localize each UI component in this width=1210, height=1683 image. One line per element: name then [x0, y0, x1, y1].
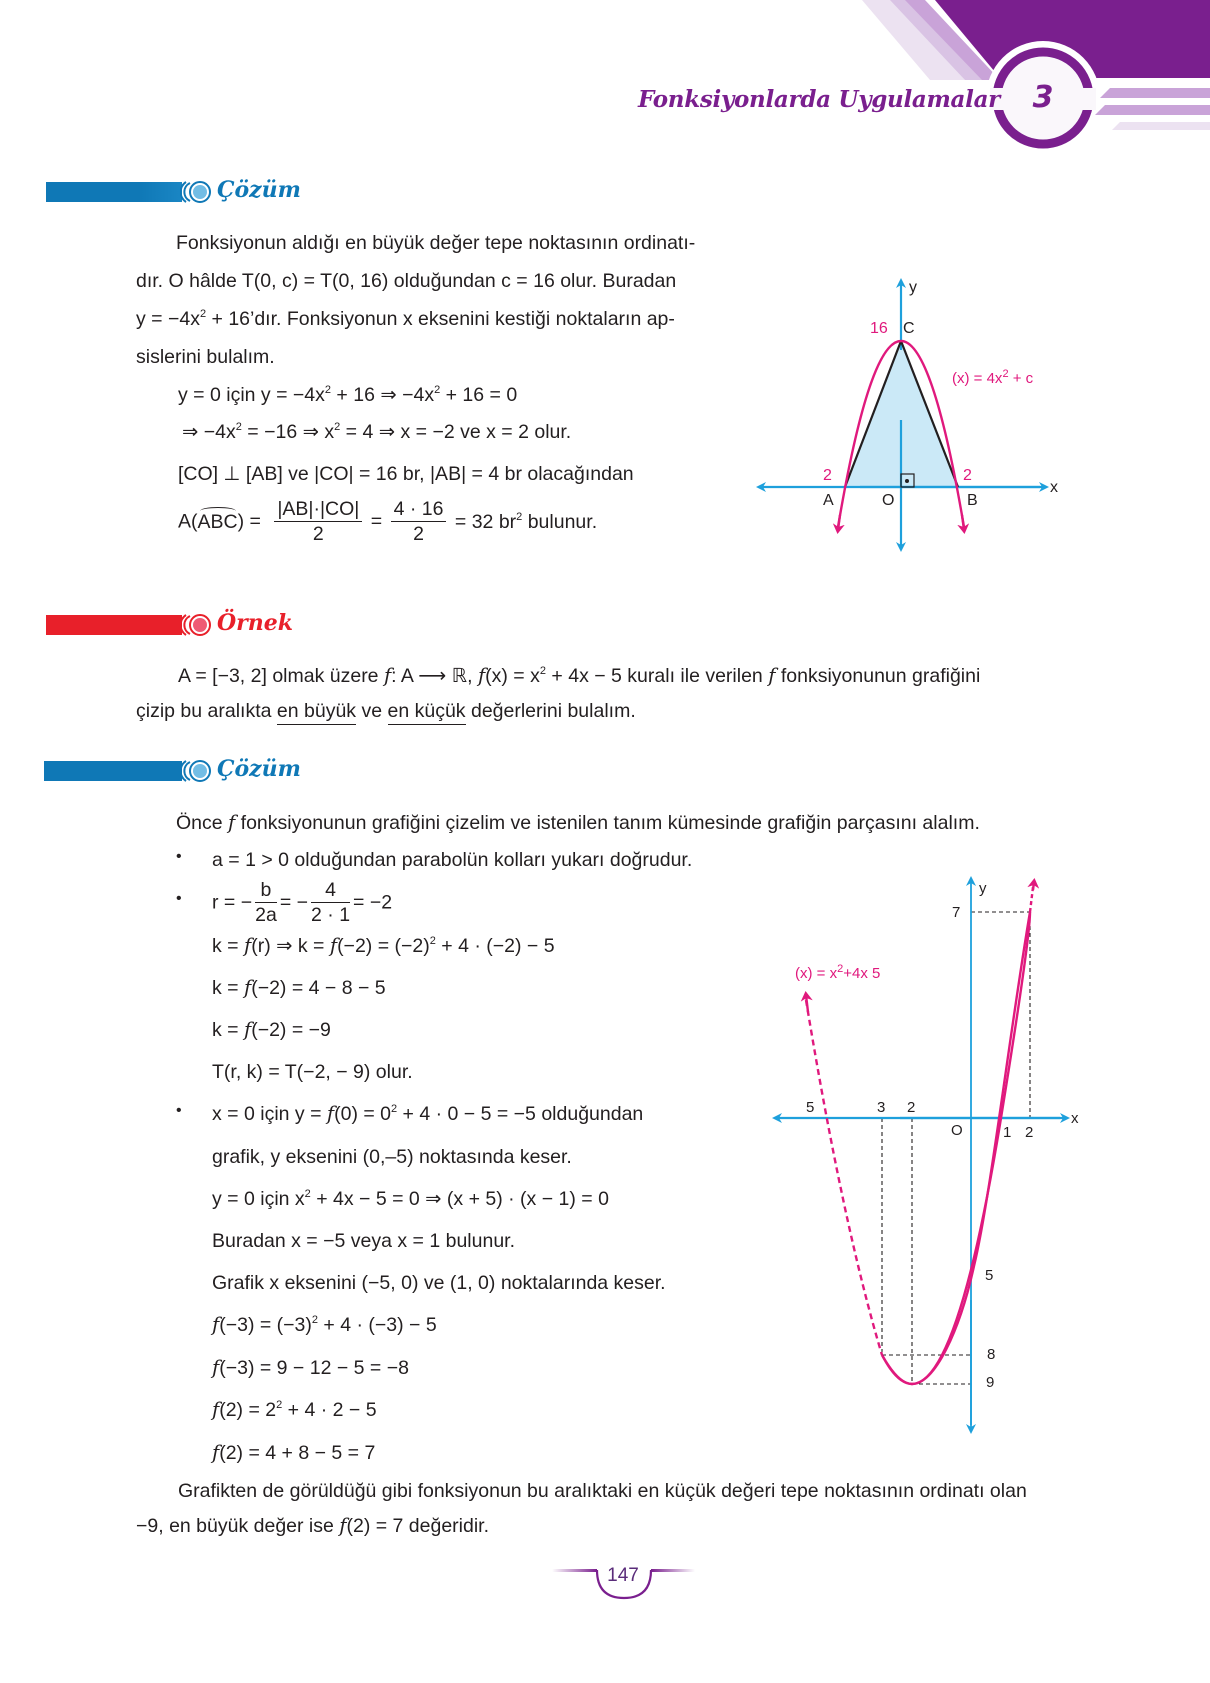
x-tick-label: 5 — [806, 1099, 815, 1116]
equation-line: k = f(−2) = −9 — [212, 1018, 331, 1041]
origin-label: O — [882, 492, 895, 509]
example-line: çizip bu aralıkta en büyük ve en küçük değerlerini bulalım. — [136, 699, 636, 723]
x-axis-label: x — [1071, 1110, 1079, 1127]
equation-line: [CO] ⊥ [AB] ve |CO| = 16 br, |AB| = 4 br olacağından — [178, 463, 634, 485]
y-tick-label: 9 — [986, 1374, 995, 1391]
x-tick-label: 1 — [1003, 1124, 1012, 1141]
chapter-number: 3 — [1032, 80, 1054, 115]
example-line: A = [−3, 2] olmak üzere f: A ⟶ ℝ, $f(x) = x^2 + 4x - 5$ kuralı ile verilen f fonksiyonunun grafiğini — [178, 664, 981, 687]
equation-line: y = 0 için $y = -4x^2 + 16$ ⇒ $-4x^2 + 16 = 0$ — [178, 384, 518, 406]
conclusion-line: Grafikten de görüldüğü gibi fonksiyonun bu aralıktaki en küçük değeri tepe noktasının ordinatı olan — [178, 1480, 1027, 1502]
label-2-right: 2 — [963, 467, 972, 484]
origin-label: O — [951, 1122, 963, 1139]
guide-lines — [882, 912, 1030, 1384]
paragraph-line: Fonksiyonun aldığı en büyük değer tepe noktasının ordinatı- — [176, 232, 696, 254]
paragraph-line: grafik, y eksenini (0,–5) noktasında keser. — [212, 1146, 572, 1168]
y-axis-label: y — [909, 279, 917, 296]
equation-line: $f(2) = 2^2 + 4 \cdot 2 - 5$ — [212, 1398, 377, 1421]
paragraph-line: $y = -4x^2$ + 16’dır. Fonksiyonun x eksenini kestiği noktaların ap- — [136, 308, 675, 330]
solution-label: Çözüm — [217, 177, 301, 203]
underlined-term: en büyük — [277, 700, 356, 725]
equation-line: k = f(r) ⇒ $k = f(-2) = (-2)^2 + 4 \cdot (-2) - 5$ — [212, 934, 555, 957]
equation-line: $f(-3) = (-3)^2 + 4 \cdot (-3) - 5$ — [212, 1313, 437, 1336]
point-b-label: B — [967, 492, 978, 509]
point-a-label: A — [823, 492, 834, 509]
solution-bar — [46, 182, 138, 202]
vertex-x-formula: r = − $\frac{b}{2a}$ = − $\frac{4}{2 \cdot 1}$ = −2 — [212, 879, 393, 926]
chapter-title: Fonksiyonlarda Uygulamalar — [638, 86, 1000, 113]
solution-label: Çözüm — [217, 756, 301, 782]
point-c-label: C — [903, 320, 915, 337]
equation-line: y = 0 için $x^2 + 4x - 5 = 0$ ⇒ (x + 5) · (x − 1) = 0 — [212, 1188, 609, 1210]
function-label: $(x) = x^2+4x$ 5 — [795, 963, 881, 982]
paragraph-line: Önce f fonksiyonunun grafiğini çizelim ve istenilen tanım kümesinde grafiğin parçasını alalım. — [176, 811, 980, 834]
solution-bar-tail — [138, 182, 182, 202]
example-bar — [46, 615, 182, 635]
label-16: 16 — [870, 320, 888, 337]
solution-header — [46, 177, 301, 205]
parabola-solid — [882, 912, 1030, 1384]
page-number: 147 — [607, 1565, 639, 1586]
y-axis-label: y — [979, 880, 987, 897]
paragraph-line: Grafik x eksenini (−5, 0) ve (1, 0) noktalarında keser. — [212, 1272, 666, 1294]
solution-header — [44, 756, 301, 784]
graph-parabola-triangle — [750, 270, 1080, 560]
conclusion-line: −9, en büyük değer ise f(2) = 7 değeridir. — [136, 1514, 490, 1537]
example-header — [46, 610, 293, 638]
function-label: (x) = $4x^2 + c$ — [952, 368, 1034, 387]
y-tick-label: 7 — [952, 904, 961, 921]
bullet: • — [176, 890, 182, 907]
equation-line: k = f(−2) = 4 − 8 − 5 — [212, 976, 386, 999]
equation-line: f(−3) = 9 − 12 − 5 = −8 — [212, 1356, 409, 1379]
equation-line: ⇒ $-4x^2 = -16$ ⇒ $x^2 = 4$ ⇒ x = −2 ve x = 2 olur. — [182, 421, 572, 443]
equation-line: x = 0 için $y = f(0) = 0^2 + 4 \cdot 0 - 5 = -5$ olduğundan — [212, 1102, 644, 1125]
solution-bar — [44, 761, 182, 781]
target-circle-icon — [180, 758, 212, 784]
y-tick-label: 8 — [987, 1346, 996, 1363]
bullet-text: a = 1 > 0 olduğundan parabolün kolları yukarı doğrudur. — [212, 849, 693, 871]
bullet: • — [176, 1102, 182, 1119]
paragraph-line: sislerini bulalım. — [136, 346, 275, 368]
parabola-dashed-extension — [806, 1000, 882, 1355]
underlined-term: en küçük — [388, 700, 466, 725]
x-axis-label: x — [1050, 479, 1058, 496]
target-circle-icon — [180, 179, 212, 205]
paragraph-line: Buradan x = −5 veya x = 1 bulunur. — [212, 1230, 516, 1252]
bullet: • — [176, 848, 182, 865]
label-2-left: 2 — [823, 467, 832, 484]
graph-parabola-interval — [760, 870, 1100, 1440]
paragraph-line: dır. O hâlde T(0, c) = T(0, 16) olduğundan c = 16 olur. Buradan — [136, 270, 677, 292]
area-formula: A(ABC) = $\frac{|AB|\cdot|CO|}{2}$ = $\frac{4 \cdot 16}{2}$ = 32 $br^2$ bulunur. — [178, 498, 598, 545]
x-tick-label: 2 — [1025, 1124, 1034, 1141]
x-tick-label: 3 — [877, 1099, 886, 1116]
equation-line: f(2) = 4 + 8 − 5 = 7 — [212, 1441, 376, 1464]
y-tick-label: 5 — [985, 1267, 994, 1284]
example-label: Örnek — [217, 610, 293, 636]
x-tick-label: 2 — [907, 1099, 916, 1116]
target-circle-icon — [180, 612, 212, 638]
equation-line: T(r, k) = T(−2, − 9) olur. — [212, 1061, 413, 1083]
